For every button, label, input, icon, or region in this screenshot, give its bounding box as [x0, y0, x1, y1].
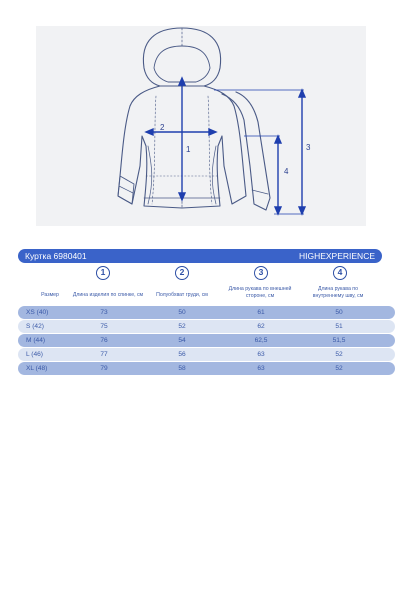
inner-sleeve-line1: Длина рукава по [317, 286, 359, 292]
value-cell-v4: 50 [335, 309, 343, 316]
value-cell-v1: 76 [100, 337, 108, 344]
column-header-back-length: Длина изделия по спинке, см [72, 292, 144, 298]
inner-sleeve-line2: внутреннему шву, см [312, 292, 364, 299]
value-cell-v1: 79 [100, 365, 108, 372]
column-number-1: 1 [96, 266, 110, 280]
size-cell: XL (48) [26, 365, 48, 372]
diagram-label-3: 3 [306, 143, 311, 152]
size-cell: L (46) [26, 351, 43, 358]
size-cell: M (44) [26, 337, 46, 344]
value-cell-v4: 51 [335, 323, 343, 330]
value-cell-v1: 73 [100, 309, 108, 316]
value-cell-v3: 61 [257, 309, 265, 316]
value-cell-v4: 52 [335, 351, 343, 358]
table-row [18, 320, 395, 333]
jacket-sketch [36, 26, 366, 226]
size-cell: XS (40) [26, 309, 49, 316]
value-cell-v2: 58 [178, 365, 186, 372]
diagram-label-2: 2 [160, 123, 165, 132]
column-header-half-chest: Полуобхват груди, см [156, 292, 208, 298]
column-header-inner-sleeve [298, 286, 378, 299]
outer-sleeve-line1: Длина рукава по внешней [228, 286, 292, 292]
value-cell-v1: 77 [100, 351, 108, 358]
value-cell-v4: 51,5 [332, 337, 346, 344]
table-row [18, 362, 395, 375]
value-cell-v2: 52 [178, 323, 186, 330]
value-cell-v3: 62 [257, 323, 265, 330]
column-number-2: 2 [175, 266, 189, 280]
product-title: Куртка 6980401 [25, 251, 87, 261]
diagram-label-4: 4 [284, 167, 289, 176]
jacket-diagram [36, 26, 366, 226]
column-number-3: 3 [254, 266, 268, 280]
value-cell-v2: 54 [178, 337, 186, 344]
size-cell: S (42) [26, 323, 44, 330]
outer-sleeve-line2: стороне, см [245, 292, 275, 299]
table-header-bar [18, 249, 382, 263]
table-row [18, 334, 395, 347]
brand-name: HIGHEXPERIENCE [298, 251, 375, 261]
value-cell-v4: 52 [335, 365, 343, 372]
table-row [18, 306, 395, 319]
value-cell-v2: 56 [178, 351, 186, 358]
value-cell-v3: 62,5 [254, 337, 268, 344]
column-number-4: 4 [333, 266, 347, 280]
value-cell-v3: 63 [257, 365, 265, 372]
table-row [18, 348, 395, 361]
value-cell-v3: 63 [257, 351, 265, 358]
column-header-size: Размер [41, 292, 59, 298]
value-cell-v2: 50 [178, 309, 186, 316]
diagram-label-1: 1 [186, 145, 191, 154]
value-cell-v1: 75 [100, 323, 108, 330]
column-header-outer-sleeve [220, 286, 300, 299]
